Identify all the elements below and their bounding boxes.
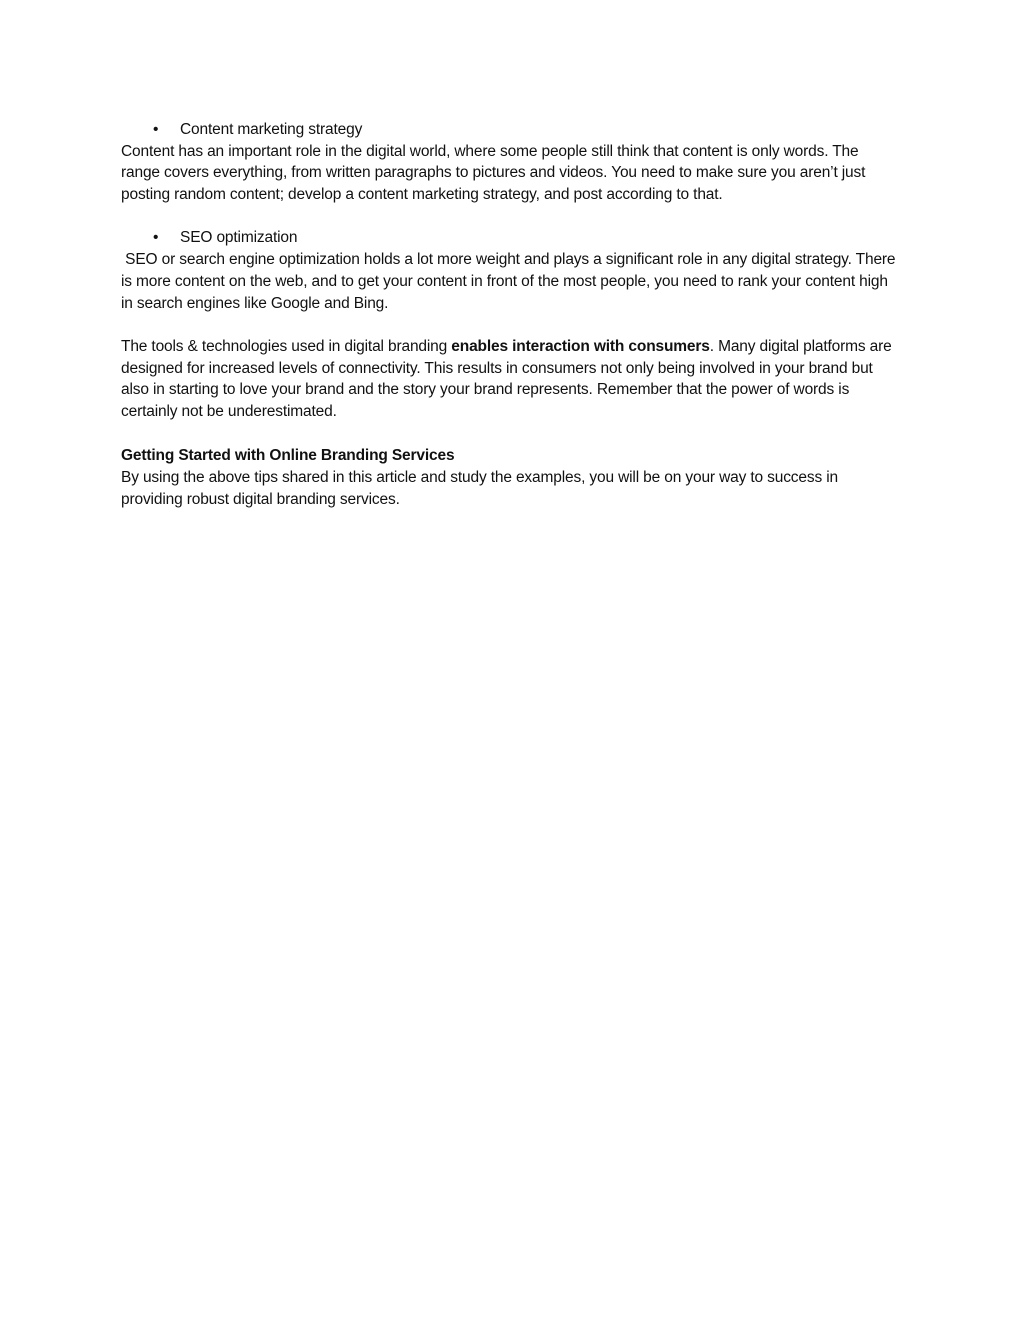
bullet-text: Content marketing strategy: [180, 121, 363, 138]
spacer: [121, 423, 896, 445]
tools-paragraph: [121, 336, 896, 423]
bullet-icon: •: [153, 229, 159, 247]
spacer: [121, 314, 896, 336]
section-heading: Getting Started with Online Branding Services: [121, 447, 455, 465]
tools-text-bold: enables interaction with consumers: [451, 337, 710, 355]
bullet-icon: •: [153, 121, 159, 138]
bullet-item-content-marketing: [121, 119, 896, 141]
bullet-item-seo: [121, 227, 896, 249]
tools-text-before: The tools & technologies used in digital branding: [121, 337, 452, 355]
document-page: [121, 119, 900, 511]
seo-paragraph: SEO or search engine optimization holds a lot more weight and plays a significant role in any digital strategy. There is more content on the web, and to get your content in front of the most people, you need to rank your content high in search engines like Google and Bing.: [121, 251, 900, 312]
bullet-text: SEO optimization: [180, 229, 298, 247]
getting-started-paragraph: By using the above tips shared in this article and study the examples, you will be on your way to success in providing robust digital branding services.: [121, 469, 838, 509]
tools-text-after: . Many digital platforms are designed for increased levels of connectivity. This results in consumers not only being involved in your brand but also in starting to love your brand and the story your brand represents. Remember that the power of words is certainly not be underestimated.: [121, 337, 892, 421]
content-marketing-paragraph: Content has an important role in the digital world, where some people still think that content is only words. The range covers everything, from written paragraphs to pictures and videos. You need to make sure you aren’t just posting random content; develop a content marketing strategy, and post according to that.: [121, 142, 866, 204]
spacer: [121, 206, 896, 228]
